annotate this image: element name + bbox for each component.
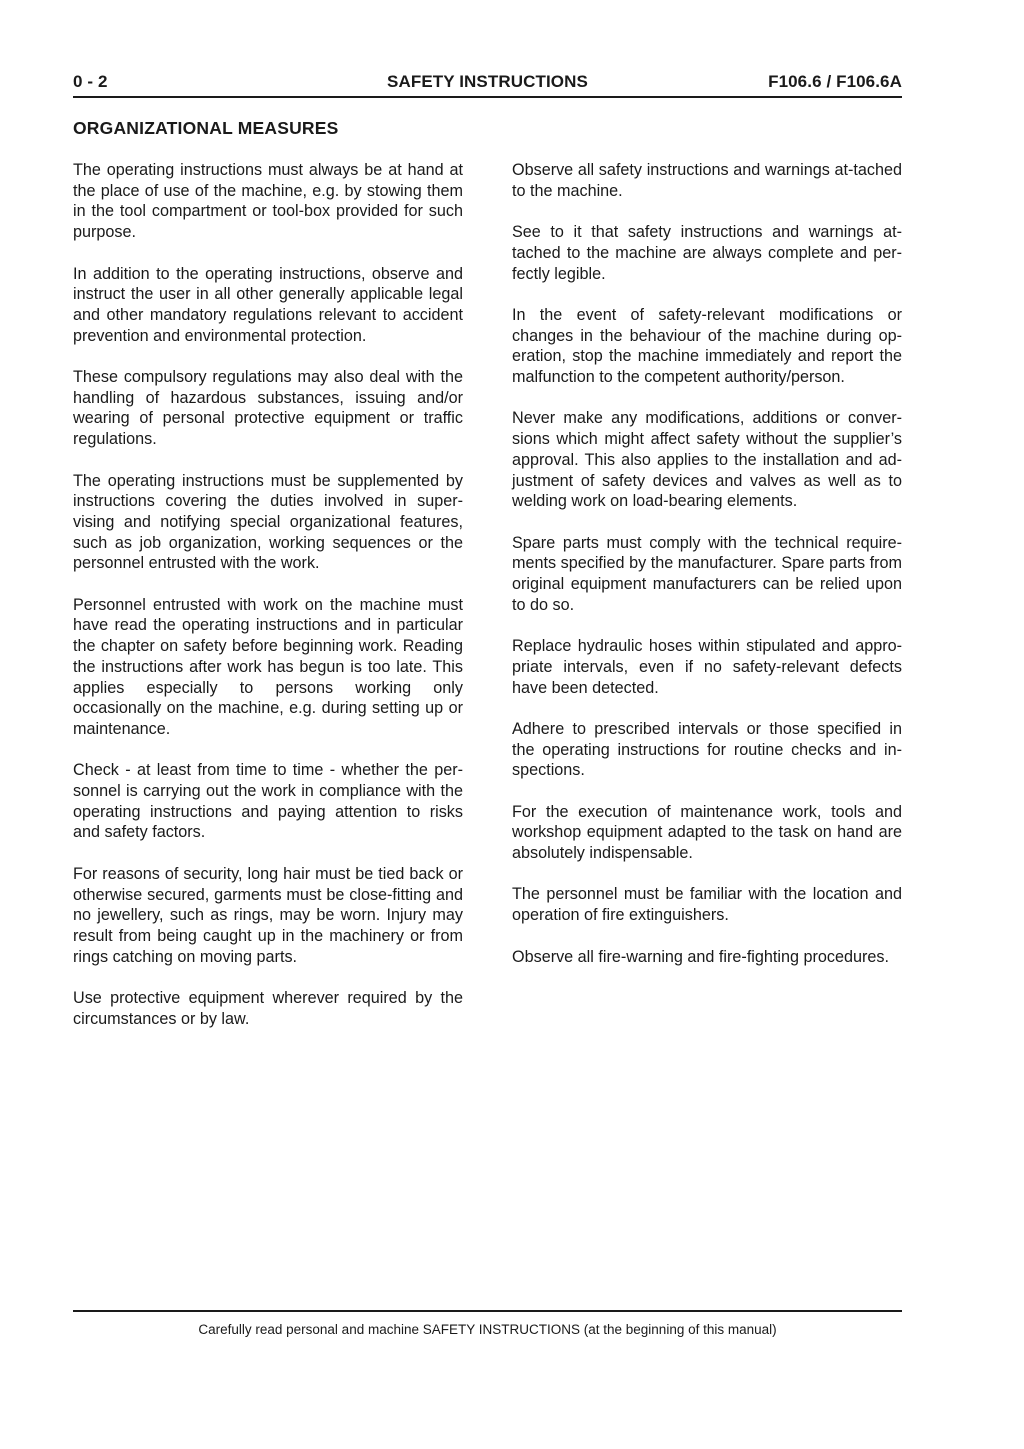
right-column [512,160,902,988]
paragraph: For reasons of security, long hair must be tied back or otherwise secured, garments must be close-fitting and no jewellery, such as rings, may be worn. Injury may result from being caught up in the machinery or from rings catching on moving parts. [73,864,463,966]
left-column [73,160,463,1050]
paragraph: These compulsory regulations may also deal with the handling of hazardous substances, issuing and/or wearing of personal protective equipment or traffic regulations. [73,368,463,449]
paragraph: Personnel entrusted with work on the machine must have read the operating instructions and in particular the chapter on safety before beginning work. Reading the instructions after work has begun is too late. This applies especially to persons working only occasionally on the machine, e.g. during setting up or maintenance. [73,595,463,738]
paragraph: Never make any modifications, additions or conver-sions which might affect safety without the supplier’s approval. This also applies to the installation and ad-justment of safety devices and valves as well as to welding work on load-bearing elements. [512,409,902,511]
paragraph: See to it that safety instructions and warnings at-tached to the machine are always complete and per-fectly legible. [512,223,902,283]
paragraph: In the event of safety-relevant modifications or changes in the behaviour of the machine during op-eration, stop the machine immediately and report the malfunction to the competent authority/person. [512,305,902,386]
paragraph: Use protective equipment wherever required by the circumstances or by law. [73,989,463,1028]
paragraph: In addition to the operating instructions, observe and instruct the user in all other generally applicable legal and other mandatory regulations relevant to accident prevention and environmental protection. [73,264,463,345]
paragraph: Adhere to prescribed intervals or those specified in the operating instructions for routine checks and in-spections. [512,719,902,780]
paragraph: The personnel must be familiar with the location and operation of fire extinguishers. [512,885,902,925]
page-number: 0 - 2 [73,72,108,91]
footer-divider [73,1310,902,1312]
page-header [73,70,902,98]
header-title: SAFETY INSTRUCTIONS [387,72,588,91]
section-title: ORGANIZATIONAL MEASURES [73,118,339,138]
model-number: F106.6 / F106.6A [768,72,902,91]
paragraph: The operating instructions must be supplemented by instructions covering the duties involved in super-vising and notifying special organizational features, such as job organization, working sequences or the personnel entrusted with the work. [73,471,463,573]
paragraph: Observe all fire-warning and fire-fighting procedures. [512,947,889,966]
paragraph: Replace hydraulic hoses within stipulated and appro-priate intervals, even if no safety-relevant defects have been detected. [512,637,902,697]
paragraph: Observe all safety instructions and warnings at-tached to the machine. [512,161,902,200]
paragraph: Check - at least from time to time - whether the per-sonnel is carrying out the work in compliance with the operating instructions and paying attention to risks and safety factors. [73,761,463,842]
paragraph: For the execution of maintenance work, tools and workshop equipment adapted to the task on hand are absolutely indispensable. [512,802,902,863]
paragraph: Spare parts must comply with the technical require-ments specified by the manufacturer. Spare parts from original equipment manufacturers can be relied upon to do so. [512,533,902,614]
page-footer: Carefully read personal and machine SAFETY INSTRUCTIONS (at the beginning of this manual) [198,1322,777,1337]
paragraph: The operating instructions must always be at hand at the place of use of the machine, e.g. by stowing them in the tool compartment or tool-box provided for such purpose. [73,161,463,242]
